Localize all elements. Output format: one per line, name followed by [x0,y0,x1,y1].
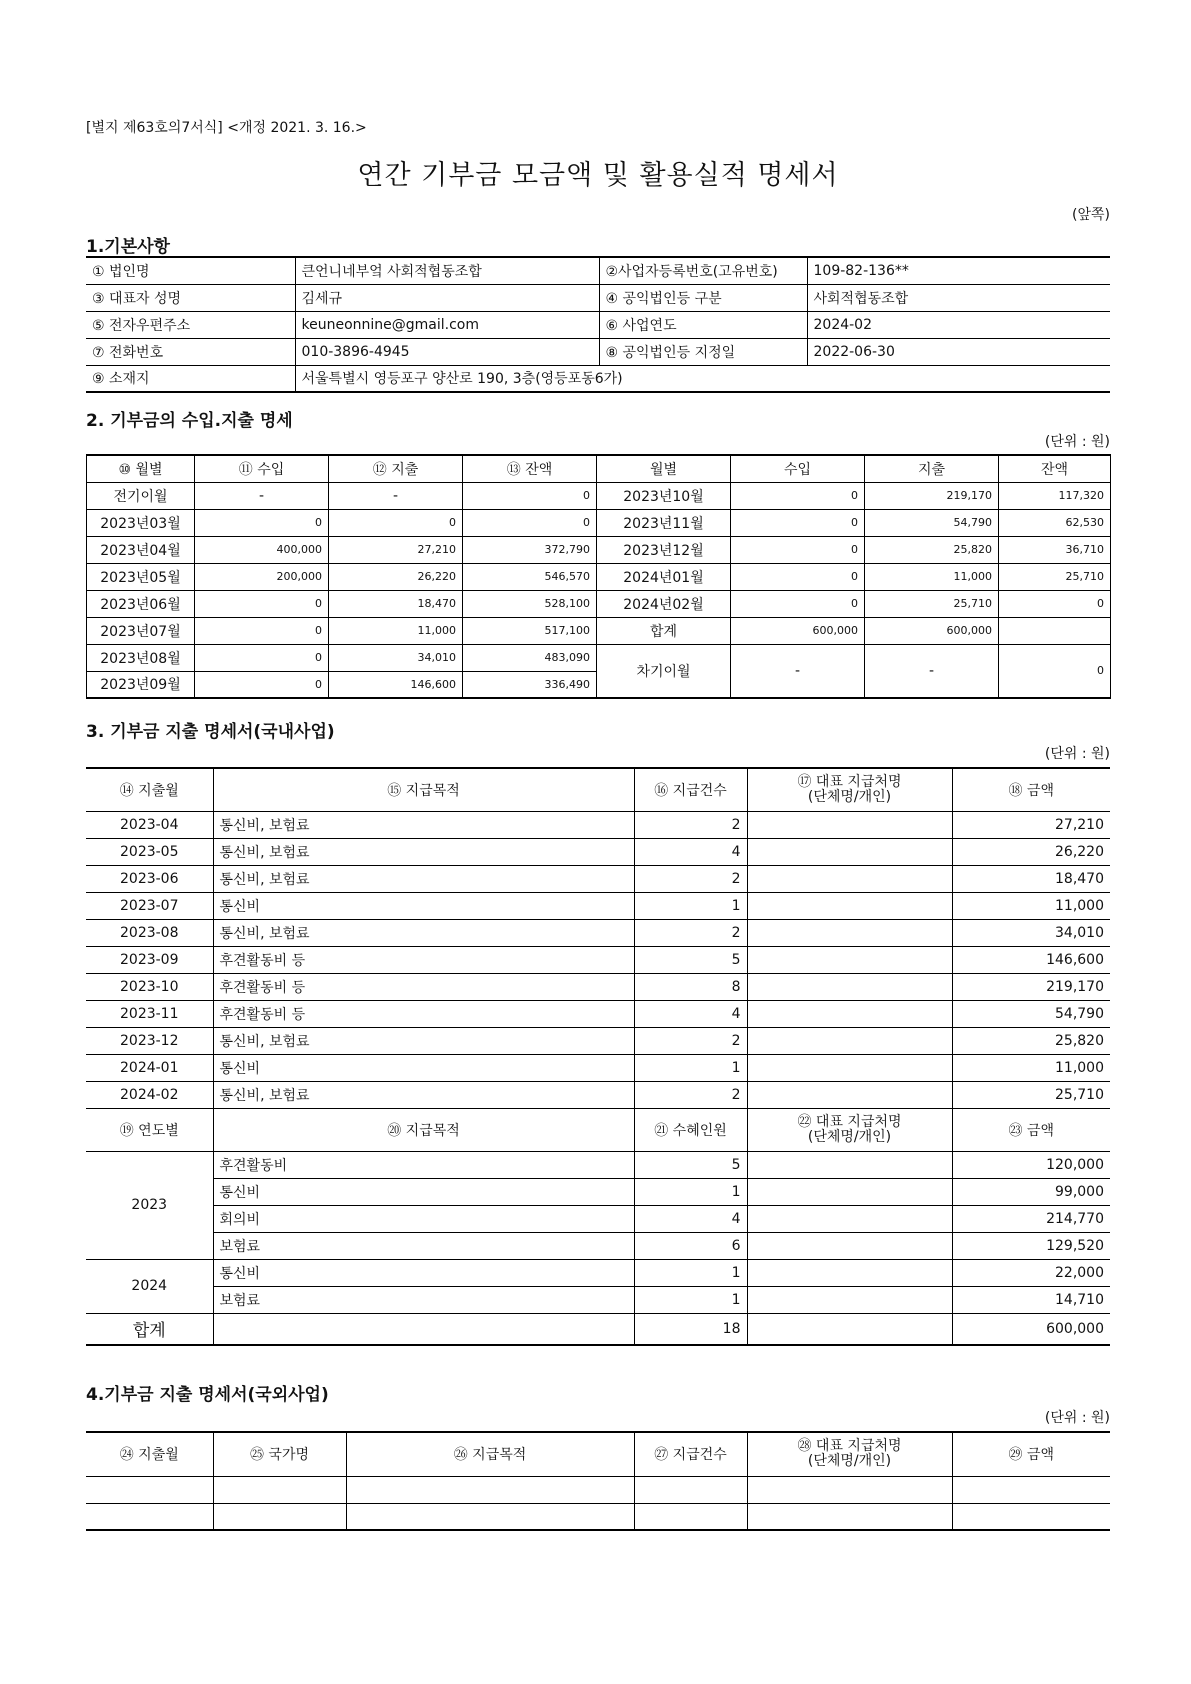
amount-cell: 0 [731,590,865,617]
table-row [86,1286,1110,1313]
month-cell: 2023-04 [86,811,213,838]
amount-cell: 400,000 [195,536,329,563]
month-cell: 2023-12 [86,1027,213,1054]
amount-cell: 54,790 [865,509,999,536]
table-row [87,482,1111,509]
month-cell: 전기이월 [87,482,195,509]
purpose-cell: 통신비, 보험료 [213,1081,634,1108]
amount-cell: 18,470 [329,590,463,617]
table-row [86,1232,1110,1259]
count-cell: 2 [634,1027,747,1054]
count-cell: 2 [634,919,747,946]
info-value: 큰언니네부엌 사회적협동조합 [295,257,599,284]
payee-cell [747,1259,952,1286]
year-cell: 2024 [86,1259,213,1313]
amount-cell: 200,000 [195,563,329,590]
address-value: 서울특별시 영등포구 양산로 190, 3층(영등포동6가) [295,365,1110,392]
purpose-cell [213,1313,634,1345]
month-cell: 2023-10 [86,973,213,1000]
section-2-heading: 2. 기부금의 수입.지출 명세 [86,411,293,431]
payee-cell [747,1313,952,1345]
table-row [87,590,1111,617]
amount-cell: 528,100 [463,590,597,617]
income-expense-table [86,454,1111,699]
table-header [86,768,1110,811]
payee-cell [747,811,952,838]
table-row [86,838,1110,865]
info-label: ②사업자등록번호(고유번호) [599,257,807,284]
amount-cell: 517,100 [463,617,597,644]
amount-cell: 11,000 [952,1054,1110,1081]
amount-cell: 11,000 [952,892,1110,919]
month-cell: 2024-01 [86,1054,213,1081]
count-cell: 6 [634,1232,747,1259]
total-amount: 600,000 [952,1313,1110,1345]
month-cell: 2023-08 [86,919,213,946]
count-cell: 4 [634,1205,747,1232]
amount-cell: 27,210 [329,536,463,563]
purpose-cell: 통신비 [213,1054,634,1081]
amount-cell: 0 [195,590,329,617]
amount-cell: 11,000 [329,617,463,644]
col-purpose: ㉖ 지급목적 [346,1432,634,1476]
amount-cell: 22,000 [952,1259,1110,1286]
count-cell: 8 [634,973,747,1000]
page-side-label: (앞쪽) [1072,207,1110,223]
info-row [86,338,1110,365]
column-header: 잔액 [999,455,1111,482]
info-label: ⑦ 전화번호 [86,338,295,365]
info-label: ⑤ 전자우편주소 [86,311,295,338]
month-cell: 2023년08월 [87,644,195,671]
amount-cell: 120,000 [952,1151,1110,1178]
count-cell: 5 [634,946,747,973]
amount-cell: - [865,644,999,698]
table-row [86,1054,1110,1081]
column-header: ⑪ 수입 [195,455,329,482]
payee-cell [747,865,952,892]
month-cell: 2024년02월 [597,590,731,617]
info-row [86,311,1110,338]
col-purpose: ⑮ 지급목적 [213,768,634,811]
col-month: ⑭ 지출월 [86,768,213,811]
table-row [86,946,1110,973]
table-row [86,1081,1110,1108]
purpose-cell: 보험료 [213,1232,634,1259]
info-value: 109-82-136** [807,257,1110,284]
info-label: ③ 대표자 성명 [86,284,295,311]
amount-cell: 26,220 [952,838,1110,865]
month-cell: 2023년06월 [87,590,195,617]
payee-cell [747,1178,952,1205]
amount-cell: - [195,482,329,509]
year-cell: 2023 [86,1151,213,1259]
count-cell: 18 [634,1313,747,1345]
amount-cell: 0 [463,509,597,536]
basic-info-table [86,256,1110,393]
info-value: 2022-06-30 [807,338,1110,365]
purpose-cell: 통신비, 보험료 [213,865,634,892]
amount-cell: 129,520 [952,1232,1110,1259]
amount-cell: 27,210 [952,811,1110,838]
amount-cell: 25,710 [952,1081,1110,1108]
amount-cell: 99,000 [952,1178,1110,1205]
column-header: 월별 [597,455,731,482]
amount-cell: 18,470 [952,865,1110,892]
amount-cell: 0 [195,671,329,698]
table-row [86,919,1110,946]
col-amount: ⑱ 금액 [952,768,1110,811]
amount-cell: 14,710 [952,1286,1110,1313]
info-value: 사회적협동조합 [807,284,1110,311]
month-cell: 2023년09월 [87,671,195,698]
payee-cell [747,1054,952,1081]
count-cell: 2 [634,865,747,892]
table-row [87,509,1111,536]
column-header: ⑬ 잔액 [463,455,597,482]
month-cell: 2023년04월 [87,536,195,563]
payee-cell [747,1081,952,1108]
purpose-cell: 통신비, 보험료 [213,919,634,946]
amount-cell: 0 [329,509,463,536]
month-cell: 2023년03월 [87,509,195,536]
info-label: ⑨ 소재지 [86,365,295,392]
carry-over-label: 차기이월 [597,644,731,698]
purpose-cell: 통신비 [213,892,634,919]
month-cell: 2024년01월 [597,563,731,590]
count-cell: 4 [634,1000,747,1027]
col-count: ⑯ 지급건수 [634,768,747,811]
count-cell: 1 [634,1286,747,1313]
amount-cell: 0 [195,644,329,671]
purpose-cell: 통신비 [213,1259,634,1286]
amount-cell: 25,710 [999,563,1111,590]
amount-cell: 0 [731,536,865,563]
payee-cell [747,919,952,946]
count-cell: 1 [634,892,747,919]
column-header: 지출 [865,455,999,482]
info-label: ① 법인명 [86,257,295,284]
amount-cell: 600,000 [865,617,999,644]
count-cell: 4 [634,838,747,865]
payee-cell [747,892,952,919]
count-cell: 5 [634,1151,747,1178]
month-cell: 2023년10월 [597,482,731,509]
purpose-cell: 후견활동비 등 [213,973,634,1000]
table-header [87,455,1111,482]
amount-cell: 0 [731,509,865,536]
amount-cell: 11,000 [865,563,999,590]
amount-cell: 54,790 [952,1000,1110,1027]
table-row [86,1205,1110,1232]
month-cell: 2023년11월 [597,509,731,536]
amount-cell: - [329,482,463,509]
payee-cell [747,946,952,973]
col-amount: ㉓ 금액 [952,1108,1110,1151]
month-cell: 2023년05월 [87,563,195,590]
column-header: ⑩ 월별 [87,455,195,482]
table-row [86,892,1110,919]
table-row [87,563,1111,590]
amount-cell: 62,530 [999,509,1111,536]
col-payee: ⑰ 대표 지급처명 (단체명/개인) [747,768,952,811]
month-cell: 2023년12월 [597,536,731,563]
amount-cell: 25,820 [865,536,999,563]
domestic-expense-table [86,767,1110,1346]
amount-cell: 0 [195,617,329,644]
amount-cell [999,617,1111,644]
month-cell: 2023-06 [86,865,213,892]
total-label: 합계 [86,1313,213,1345]
payee-cell [747,1000,952,1027]
month-cell: 합계 [597,617,731,644]
amount-cell: 483,090 [463,644,597,671]
table-header [86,1108,1110,1151]
column-header: 수입 [731,455,865,482]
amount-cell: 146,600 [329,671,463,698]
table-row [86,1259,1110,1286]
info-label: ⑧ 공익법인등 지정일 [599,338,807,365]
amount-cell: 0 [195,509,329,536]
purpose-cell: 회의비 [213,1205,634,1232]
amount-cell: 0 [731,563,865,590]
info-row [86,365,1110,392]
purpose-cell: 후견활동비 [213,1151,634,1178]
table-row [87,644,1111,671]
month-cell: 2023-05 [86,838,213,865]
info-value: 김세규 [295,284,599,311]
purpose-cell: 후견활동비 등 [213,946,634,973]
amount-cell: 34,010 [329,644,463,671]
info-label: ④ 공익법인등 구분 [599,284,807,311]
table-row [86,1000,1110,1027]
amount-cell: 546,570 [463,563,597,590]
page-title: 연간 기부금 모금액 및 활용실적 명세서 [357,160,839,191]
month-cell: 2023-07 [86,892,213,919]
overseas-expense-table [86,1431,1110,1531]
payee-cell [747,1151,952,1178]
amount-cell: 219,170 [865,482,999,509]
amount-cell: - [731,644,865,698]
column-header: ⑫ 지출 [329,455,463,482]
amount-cell: 34,010 [952,919,1110,946]
info-value: 010-3896-4945 [295,338,599,365]
payee-cell [747,973,952,1000]
info-value: keuneonnine@gmail.com [295,311,599,338]
count-cell: 1 [634,1178,747,1205]
count-cell: 2 [634,811,747,838]
table-row [86,1476,1110,1503]
info-row [86,284,1110,311]
month-cell: 2023년07월 [87,617,195,644]
table-row [86,1027,1110,1054]
unit-label-4: (단위 : 원) [1044,1410,1110,1426]
table-row [86,1503,1110,1530]
amount-cell: 0 [999,590,1111,617]
section-1-heading: 1.기본사항 [86,237,170,257]
table-row [86,865,1110,892]
amount-cell: 0 [731,482,865,509]
amount-cell: 0 [999,644,1111,698]
amount-cell: 600,000 [731,617,865,644]
amount-cell: 25,820 [952,1027,1110,1054]
payee-cell [747,838,952,865]
amount-cell: 372,790 [463,536,597,563]
col-country: ㉕ 국가명 [213,1432,346,1476]
payee-cell [747,1232,952,1259]
col-count: ㉗ 지급건수 [634,1432,747,1476]
amount-cell: 0 [463,482,597,509]
amount-cell: 117,320 [999,482,1111,509]
purpose-cell: 통신비, 보험료 [213,838,634,865]
count-cell: 2 [634,1081,747,1108]
amount-cell: 336,490 [463,671,597,698]
col-year: ⑲ 연도별 [86,1108,213,1151]
count-cell: 1 [634,1259,747,1286]
amount-cell: 219,170 [952,973,1110,1000]
info-label: ⑥ 사업연도 [599,311,807,338]
col-payee: ㉒ 대표 지급처명 (단체명/개인) [747,1108,952,1151]
table-row [86,973,1110,1000]
payee-cell [747,1027,952,1054]
table-row [86,1178,1110,1205]
payee-cell [747,1205,952,1232]
info-value: 2024-02 [807,311,1110,338]
section-4-heading: 4.기부금 지출 명세서(국외사업) [86,1385,329,1405]
amount-cell: 146,600 [952,946,1110,973]
info-row [86,257,1110,284]
form-number: [별지 제63호의7서식] <개정 2021. 3. 16.> [86,120,367,136]
col-purpose: ⑳ 지급목적 [213,1108,634,1151]
amount-cell: 36,710 [999,536,1111,563]
purpose-cell: 통신비, 보험료 [213,1027,634,1054]
count-cell: 1 [634,1054,747,1081]
purpose-cell: 후견활동비 등 [213,1000,634,1027]
amount-cell: 214,770 [952,1205,1110,1232]
unit-label-3: (단위 : 원) [1044,746,1110,762]
purpose-cell: 통신비, 보험료 [213,811,634,838]
table-row [86,1151,1110,1178]
table-row [87,536,1111,563]
month-cell: 2023-11 [86,1000,213,1027]
col-amount: ㉙ 금액 [952,1432,1110,1476]
total-row [86,1313,1110,1345]
col-beneficiaries: ㉑ 수혜인원 [634,1108,747,1151]
table-row [86,811,1110,838]
section-3-heading: 3. 기부금 지출 명세서(국내사업) [86,722,335,742]
month-cell: 2023-09 [86,946,213,973]
col-month: ㉔ 지출월 [86,1432,213,1476]
amount-cell: 25,710 [865,590,999,617]
month-cell: 2024-02 [86,1081,213,1108]
payee-cell [747,1286,952,1313]
purpose-cell: 통신비 [213,1178,634,1205]
unit-label-2: (단위 : 원) [1044,434,1110,450]
amount-cell: 26,220 [329,563,463,590]
table-row [87,617,1111,644]
col-payee: ㉘ 대표 지급처명 (단체명/개인) [747,1432,952,1476]
purpose-cell: 보험료 [213,1286,634,1313]
